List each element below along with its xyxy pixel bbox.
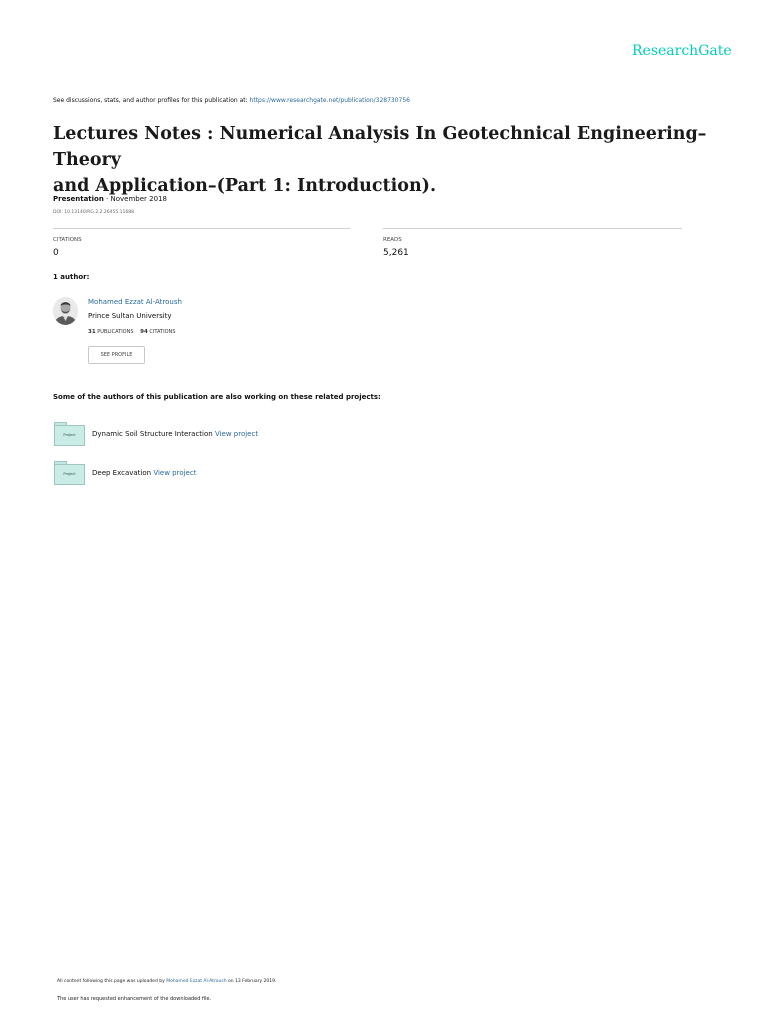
author-publications-count: 31: [88, 329, 96, 335]
researchgate-logo[interactable]: ResearchGate: [632, 43, 732, 59]
divider-left: [53, 228, 350, 229]
author-publications-label: PUBLICATIONS: [97, 329, 134, 335]
publication-type-line: [53, 195, 167, 203]
publication-doi: DOI: 10.13140/RG.2.2.26455.11688: [53, 210, 134, 215]
publication-date: · November 2018: [103, 195, 167, 203]
author-avatar-icon[interactable]: [53, 297, 78, 325]
project-folder-icon: [54, 461, 85, 485]
citations-value: 0: [53, 248, 59, 258]
project-name: Deep Excavation: [92, 469, 154, 477]
upload-suffix: on 13 February 2019.: [226, 979, 277, 984]
related-projects-heading: Some of the authors of this publication are also working on these related projects:: [53, 393, 381, 401]
title-line-2: and Application–(Part 1: Introduction).: [53, 176, 437, 196]
view-project-link[interactable]: View project: [214, 430, 259, 438]
author-institution: Prince Sultan University: [88, 312, 172, 320]
author-citations-count: 94: [140, 329, 148, 335]
discussions-line: [53, 97, 410, 104]
citations-label: CITATIONS: [53, 237, 82, 243]
project-name: Dynamic Soil Structure Interaction: [92, 430, 215, 438]
divider-right: [383, 228, 682, 229]
project-item: [92, 430, 258, 438]
uploader-link[interactable]: Mohamed Ezzat Al-Atroush: [166, 979, 227, 984]
title-line-1: Lectures Notes : Numerical Analysis In Geotechnical Engineering–Theory: [53, 124, 707, 170]
project-icon-label: Project: [54, 464, 85, 485]
reads-value: 5,261: [383, 248, 409, 258]
enhancement-note: The user has requested enhancement of the downloaded file.: [57, 996, 212, 1002]
reads-label: READS: [383, 237, 402, 243]
author-stats: [88, 329, 175, 335]
publication-type: Presentation: [53, 195, 104, 203]
upload-note: [57, 979, 276, 984]
project-item: [92, 469, 196, 477]
see-profile-button[interactable]: SEE PROFILE: [88, 346, 145, 364]
publication-url-link[interactable]: https://www.researchgate.net/publication/328730756: [249, 97, 410, 104]
discussions-text: See discussions, stats, and author profiles for this publication at:: [53, 97, 250, 104]
upload-prefix: All content following this page was uploaded by: [57, 979, 167, 984]
project-folder-icon: [54, 422, 85, 446]
author-citations-label: CITATIONS: [149, 329, 176, 335]
view-project-link[interactable]: View project: [153, 469, 197, 477]
author-name-link[interactable]: Mohamed Ezzat Al-Atroush: [88, 298, 182, 306]
authors-heading: 1 author:: [53, 273, 90, 281]
publication-title: [53, 121, 753, 199]
project-icon-label: Project: [54, 425, 85, 446]
